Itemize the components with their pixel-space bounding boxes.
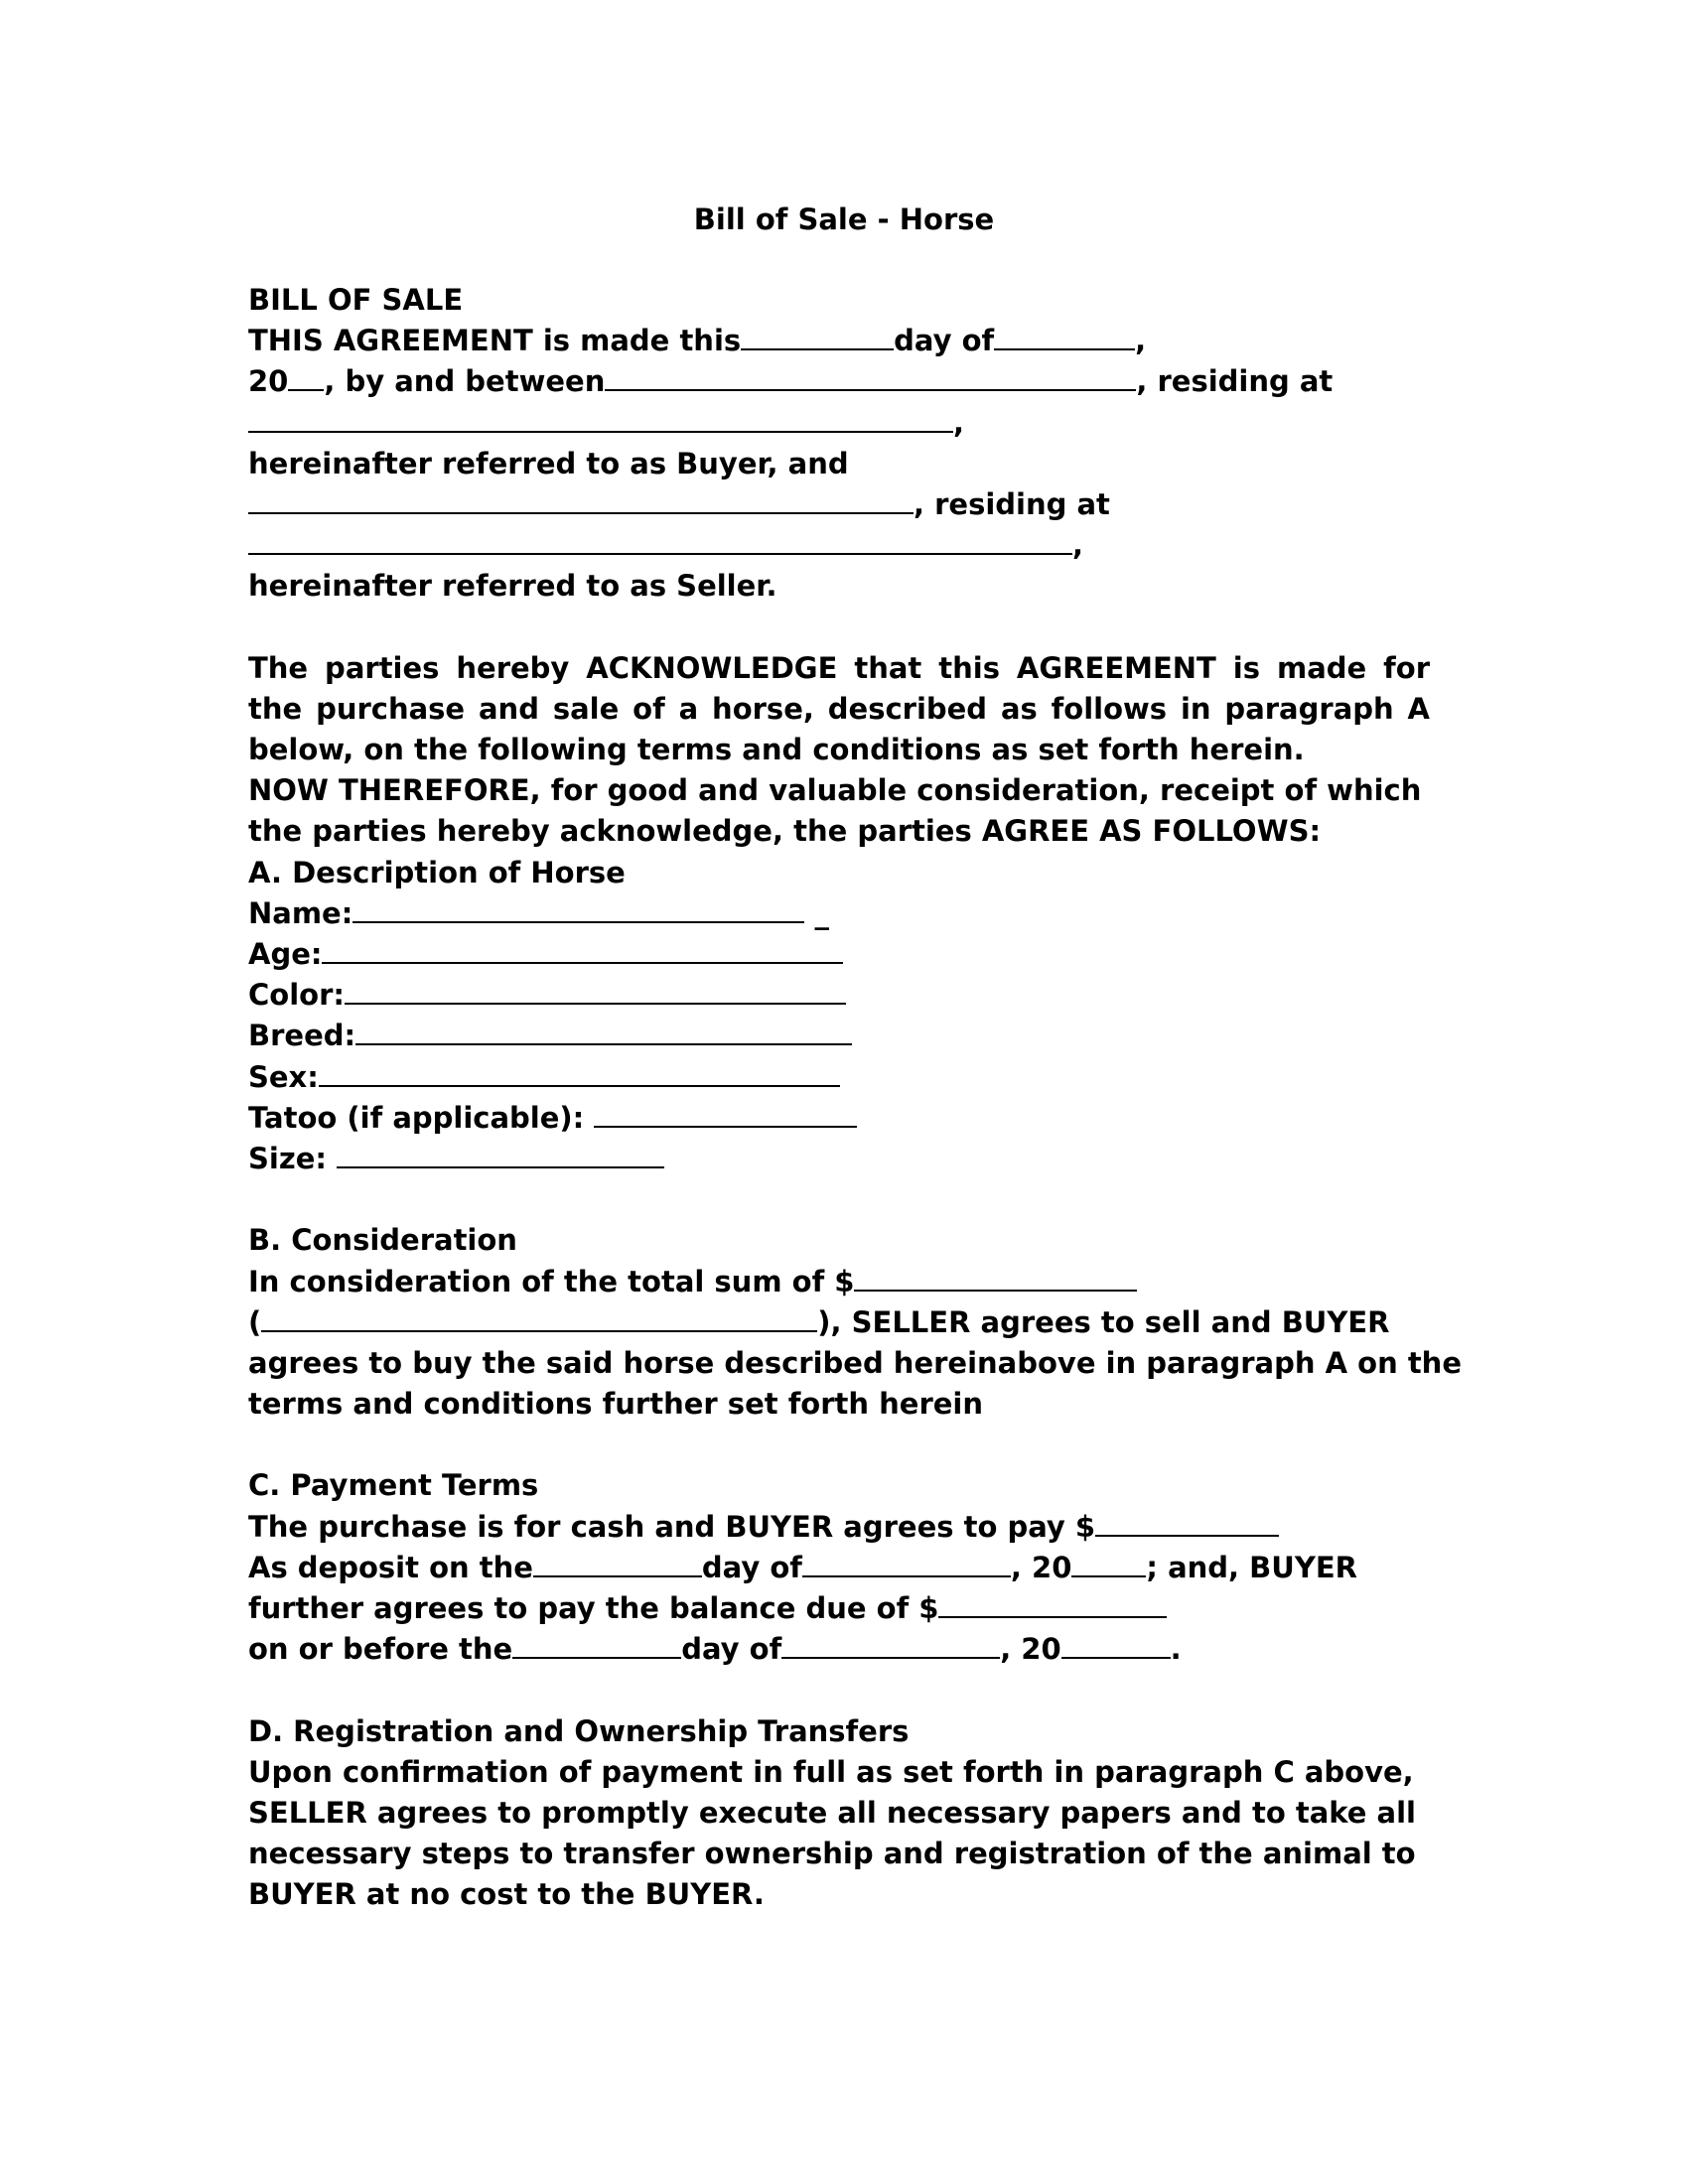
horse-age-field[interactable] [322,934,843,964]
consideration-sum-text: In consideration of the total sum of $ [248,1264,855,1298]
horse-tatoo-field[interactable] [594,1098,857,1128]
horse-sex-line [248,1057,1430,1098]
and-buyer-text: ; and, BUYER [1146,1550,1357,1584]
horse-breed-field[interactable] [355,1016,852,1045]
deposit-year-prefix: , 20 [1010,1550,1072,1584]
section-d-heading: D. Registration and Ownership Transfers [248,1713,910,1748]
agreement-month-field[interactable] [994,321,1135,350]
horse-name-field[interactable] [352,893,804,923]
consideration-line-3: agrees to buy the said horse described hereinabove in paragraph A on the [248,1345,1462,1380]
section-a-heading: A. Description of Horse [248,855,626,889]
name-trail-text: _ [814,895,829,930]
seller-reference-line: hereinafter referred to as Seller. [248,569,777,604]
sex-label: Sex: [248,1059,319,1094]
purchase-cash-text: The purchase is for cash and BUYER agrees to pay $ [248,1509,1096,1544]
parties-line [248,361,1430,402]
seller-agrees-text: ), SELLER agrees to sell and BUYER [817,1304,1390,1339]
seller-name-field[interactable] [248,484,914,514]
open-paren-text: ( [248,1304,262,1339]
agreement-year-field[interactable] [288,361,324,391]
bill-of-sale-heading: BILL OF SALE [248,283,464,317]
buyer-name-field[interactable] [605,361,1136,391]
document-body [248,280,1462,1916]
horse-age-line [248,934,1430,975]
residing-at-text: , residing at [1136,364,1334,399]
comma-text: , [1072,528,1084,563]
due-month-field[interactable] [781,1629,1000,1659]
registration-line-1: Upon confirmation of payment in full as set forth in paragraph C above, [248,1754,1414,1789]
horse-size-field[interactable] [337,1139,664,1168]
buyer-address-line [248,403,1430,444]
period-text: . [1170,1632,1182,1667]
deposit-text: As deposit on the [248,1550,533,1584]
age-label: Age: [248,937,323,971]
agreement-date-line [248,321,1430,361]
section-b-heading: B. Consideration [248,1223,517,1258]
acknowledge-line-3: below, on the following terms and conditions as set forth herein. [248,733,1305,767]
tatoo-label: Tatoo (if applicable): [248,1100,585,1135]
deposit-amount-field[interactable] [1095,1507,1279,1537]
day-of-text: day of [894,324,995,358]
seller-address-field[interactable] [248,525,1072,555]
due-day-field[interactable] [512,1629,681,1659]
year-prefix-text: 20 [248,364,289,399]
horse-breed-line [248,1016,1430,1056]
acknowledge-line-2: the purchase and sale of a horse, described as follows in paragraph A [248,691,1430,726]
horse-sex-field[interactable] [319,1057,840,1087]
buyer-reference-line: hereinafter referred to as Buyer, and [248,446,849,480]
deposit-month-field[interactable] [802,1548,1011,1577]
balance-line [248,1588,1430,1629]
due-year-prefix: , 20 [1000,1632,1061,1667]
horse-color-line [248,975,1430,1016]
breed-label: Breed: [248,1019,356,1053]
deposit-day-field[interactable] [533,1548,702,1577]
balance-text: further agrees to pay the balance due of $ [248,1591,939,1625]
horse-tatoo-line [248,1098,1430,1139]
comma-text: , [1135,324,1147,358]
consideration-words-line [248,1302,1430,1343]
registration-line-3: necessary steps to transfer ownership and registration of the animal to [248,1837,1416,1871]
due-day-of-text: day of [681,1632,782,1667]
deposit-year-field[interactable] [1071,1548,1146,1577]
agreement-made-text: THIS AGREEMENT is made this [248,324,742,358]
agreement-day-field[interactable] [741,321,894,350]
residing-at-text: , residing at [914,486,1110,521]
acknowledge-line-1: The parties hereby ACKNOWLEDGE that this AGREEMENT is made for [248,650,1430,685]
size-label: Size: [248,1141,327,1175]
consideration-line-4: terms and conditions further set forth herein [248,1387,984,1422]
on-or-before-text: on or before the [248,1632,513,1667]
registration-line-4: BUYER at no cost to the BUYER. [248,1877,765,1912]
consideration-words-field[interactable] [261,1302,817,1332]
registration-line-2: SELLER agrees to promptly execute all necessary papers and to take all [248,1795,1417,1830]
acknowledge-line-4: NOW THEREFORE, for good and valuable consideration, receipt of which [248,773,1422,808]
horse-name-line [248,893,1430,934]
purchase-cash-line [248,1507,1430,1548]
section-c-heading: C. Payment Terms [248,1468,539,1503]
document-title: Bill of Sale - Horse [693,203,995,236]
balance-amount-field[interactable] [938,1588,1167,1618]
due-date-line [248,1629,1430,1670]
seller-address-line [248,525,1430,566]
comma-text: , [953,405,965,440]
consideration-amount-field[interactable] [854,1262,1137,1292]
by-and-between-text: , by and between [324,364,606,399]
seller-name-line [248,484,1430,525]
buyer-address-field[interactable] [248,403,953,433]
color-label: Color: [248,978,345,1013]
deposit-date-line [248,1548,1430,1588]
consideration-sum-line [248,1262,1430,1302]
deposit-day-of-text: day of [701,1550,802,1584]
name-label: Name: [248,895,353,930]
horse-color-field[interactable] [345,975,846,1005]
due-year-field[interactable] [1061,1629,1171,1659]
horse-size-line [248,1139,1430,1179]
acknowledge-line-5: the parties hereby acknowledge, the parties AGREE AS FOLLOWS: [248,814,1322,849]
